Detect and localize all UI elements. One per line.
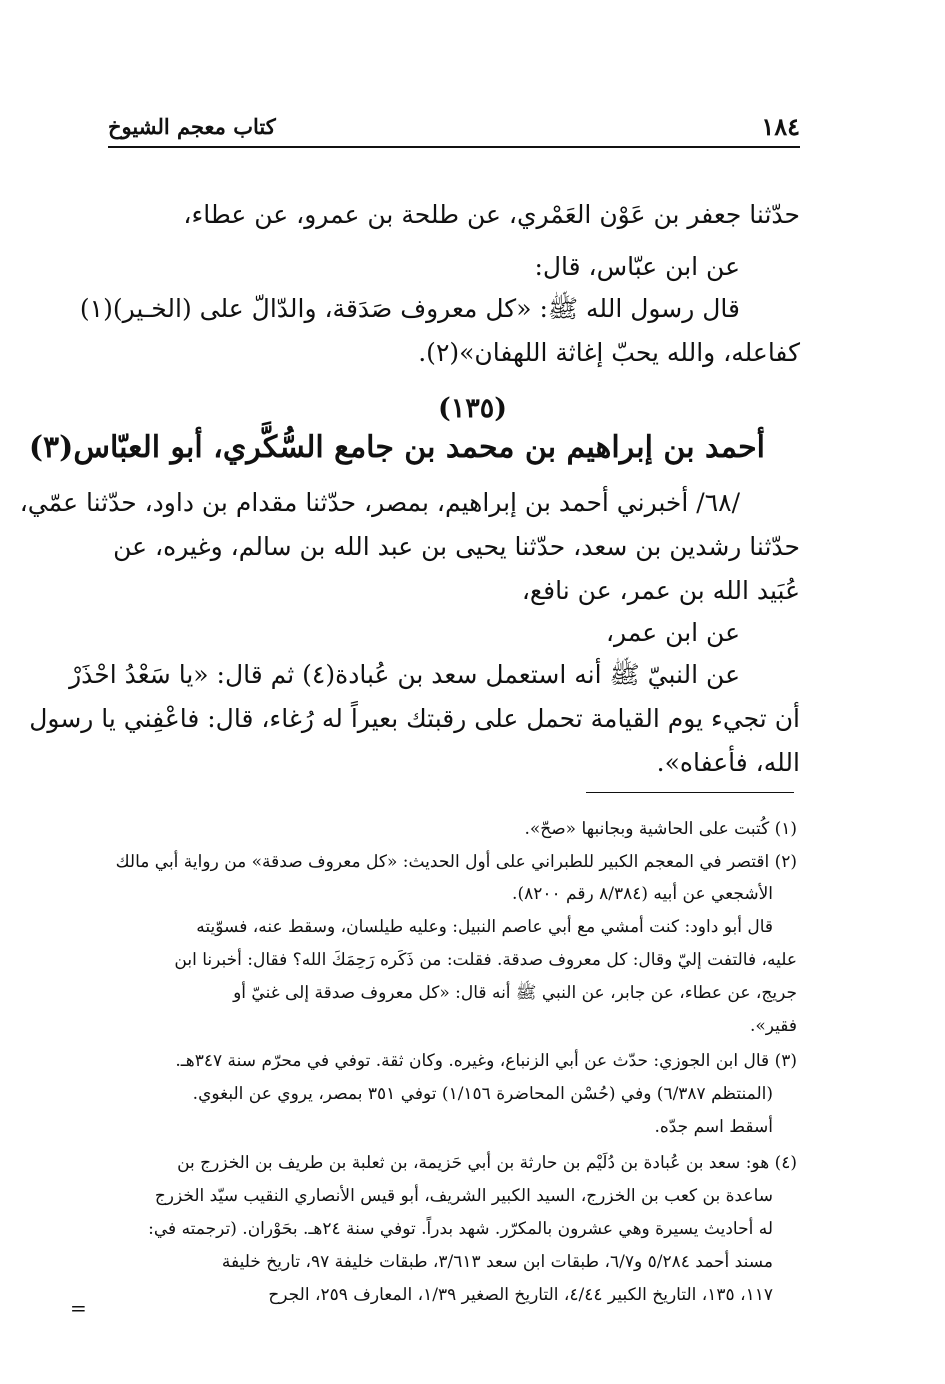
footnote-separator [586,792,794,793]
entry-heading: أحمد بن إبراهيم بن محمد بن جامع السُّكَّري، أبو العبّاس(٣) [28,430,765,465]
entry-line: عن النبيّ ﷺ أنه استعمل سعد بن عُبادة(٤) ثم قال: «يا سَعْدُ احْذَرْ [69,660,740,689]
footnote-line: جريج، عن عطاء، عن جابر، عن النبي ﷺ أنه قال: «كل معروف صدقة إلى غنيّ أو [233,983,797,1003]
page-number: ١٨٤ [761,112,800,141]
footnote-line: له أحاديث يسيرة وهي عشرون بالمكرّر. شهد بدراً. توفي سنة ٢٤هـ. بحَوْران. (ترجمته في: [148,1219,773,1239]
body-line: كفاعله، والله يحبّ إغاثة اللهفان»(٢). [418,338,800,367]
page-header [108,112,800,148]
footnote-line: (٢) اقتصر في المعجم الكبير للطبراني على أول الحديث: «كل معروف صدقة» من رواية أبي مالك [115,852,797,872]
body-line: عن ابن عبّاس، قال: [534,252,740,281]
footnote-line: الأشجعي عن أبيه (٨/٣٨٤ رقم ٨٢٠٠). [512,884,773,904]
footnote-line: فقير». [749,1016,797,1036]
entry-line: عُبَيد الله بن عمر، عن نافع، [521,576,800,605]
footnote-line: ساعدة بن كعب بن الخزرج، السيد الكبير الشريف، أبو قيس الأنصاري النقيب سيّد الخزرج [154,1186,773,1206]
running-title: كتاب معجم الشيوخ [108,114,276,139]
footnote-line: (٤) هو: سعد بن عُبادة بن دُلَيْم بن حارثة بن أبي حَزيمة، بن ثعلبة بن طريف بن الخزرج بن [177,1153,797,1173]
continuation-mark: = [70,1296,87,1320]
entry-number: (١٣٥) [437,393,508,424]
entry-line: حدّثنا رشدين بن سعد، حدّثنا يحيى بن عبد الله بن سالم، وغيره، عن [113,532,800,561]
footnote-line: (١) كُتبت على الحاشية وبجانبها «صحّ». [524,819,797,839]
entry-line: /٦٨/ أخبرني أحمد بن إبراهيم، بمصر، حدّثنا مقدام بن داود، حدّثنا عمّي، [19,488,740,517]
footnote-line: أسقط اسم جدّه. [654,1117,773,1137]
body-line: قال رسول الله ﷺ: «كل معروف صَدَقة، والدّالّ على (الخـير)(١) [79,294,740,323]
footnote-line: مسند أحمد ٥/٢٨٤ و٦/٧، طبقات ابن سعد ٣/٦١٣، طبقات خليفة ٩٧، تاريخ خليفة [221,1252,773,1272]
entry-line: أن تجيء يوم القيامة تحمل على رقبتك بعيراً له رُغاء، قال: فاعْفِني يا رسول [29,704,800,733]
footnote-line: ١١٧، ١٣٥، التاريخ الكبير ٤/٤٤، التاريخ الصغير ١/٣٩، المعارف ٢٥٩، الجرح [268,1285,773,1305]
footnote-line: قال أبو داود: كنت أمشي مع أبي عاصم النبيل: وعليه طيلسان، وسقط عنه، فسوّيته [196,917,773,937]
footnote-line: (٣) قال ابن الجوزي: حدّث عن أبي الزنباع، وغيره. وكان ثقة. توفي في محرّم سنة ٣٤٧هـ. [175,1051,797,1071]
body-line: حدّثنا جعفر بن عَوْن العَمْري، عن طلحة بن عمرو، عن عطاء، [183,200,800,229]
entry-line: عن ابن عمر، [605,618,740,647]
footnote-line: (المنتظم ٦/٣٨٧) وفي (حُسْن المحاضرة ١/١٥٦) توفي ٣٥١ بمصر، يروي عن البغوي. [192,1084,773,1104]
entry-line: الله، فأعفاه». [656,748,800,777]
footnote-line: عليه، فالتفت إليّ وقال: كل معروف صدقة. فقلت: من ذَكَره رَحِمَكَ الله؟ فقال: أخبرنا ابن [174,950,797,970]
